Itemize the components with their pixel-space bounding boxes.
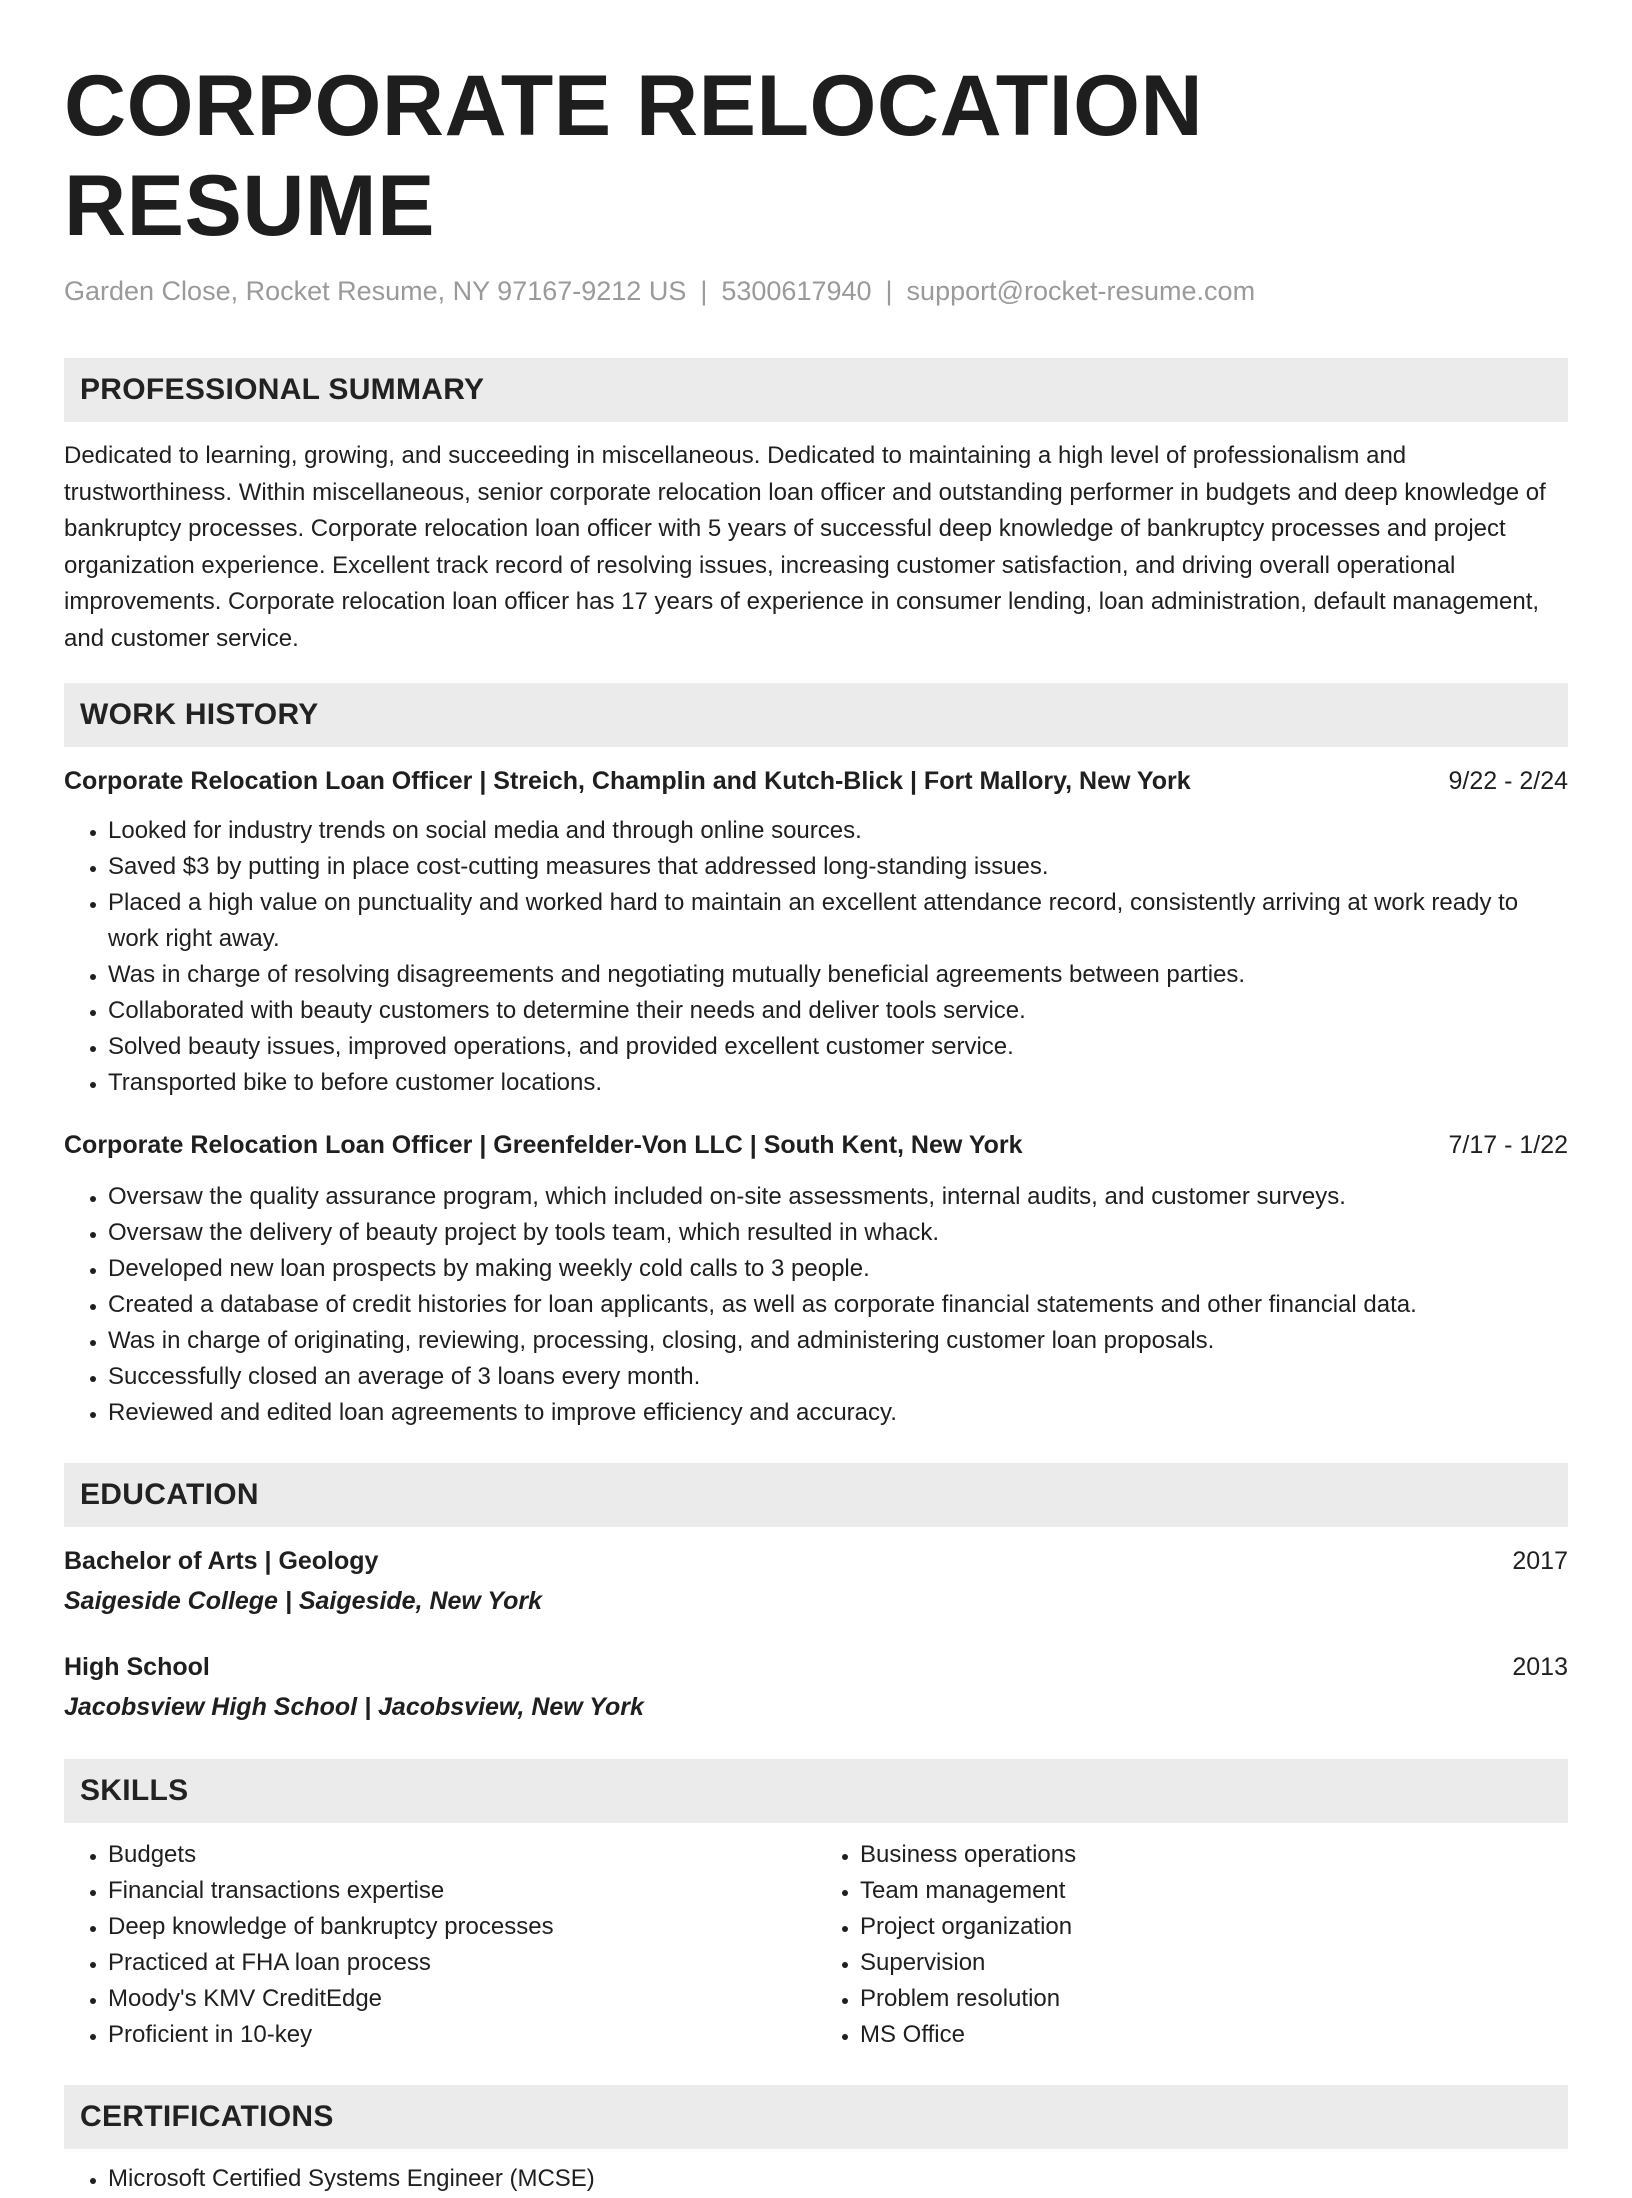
skills-column-right <box>816 1837 1568 2053</box>
job-title: Corporate Relocation Loan Officer | Streich, Champlin and Kutch-Blick | Fort Mallory, New York <box>64 767 1191 795</box>
education-year: 2017 <box>1512 1547 1568 1575</box>
job-bullet: • Oversaw the quality assurance program, which included on-site assessments, internal audits, and customer surveys. <box>108 1179 1568 1215</box>
education-year: 2013 <box>1512 1653 1568 1681</box>
job-date: 9/22 - 2/24 <box>1448 767 1568 795</box>
skill-item: • Financial transactions expertise <box>108 1873 816 1909</box>
education-header <box>64 1543 1568 1579</box>
skill-item: • Practiced at FHA loan process <box>108 1945 816 1981</box>
job-bullet: • Transported bike to before customer locations. <box>108 1065 1568 1101</box>
job-title: Corporate Relocation Loan Officer | Greenfelder-Von LLC | South Kent, New York <box>64 1131 1023 1159</box>
job-bullet: • Was in charge of resolving disagreements and negotiating mutually beneficial agreements between parties. <box>108 957 1568 993</box>
skill-item: • Deep knowledge of bankruptcy processes <box>108 1909 816 1945</box>
skill-item: • Team management <box>860 1873 1568 1909</box>
skill-item: • Problem resolution <box>860 1981 1568 2017</box>
contact-email: support@rocket-resume.com <box>906 276 1256 306</box>
job-bullet: • Reviewed and edited loan agreements to improve efficiency and accuracy. <box>108 1395 1568 1431</box>
education-entry <box>64 1543 1568 1619</box>
certifications-list <box>64 2161 1568 2197</box>
education-school: Saigeside College | Saigeside, New York <box>64 1587 543 1615</box>
job-bullet: • Collaborated with beauty customers to determine their needs and deliver tools service. <box>108 993 1568 1029</box>
skill-item: • Budgets <box>108 1837 816 1873</box>
job-bullets <box>64 1179 1568 1431</box>
job-bullet: • Was in charge of originating, reviewing, processing, closing, and administering customer loan proposals. <box>108 1323 1568 1359</box>
job-bullet: • Successfully closed an average of 3 loans every month. <box>108 1359 1568 1395</box>
job-entry <box>64 763 1568 1101</box>
contact-phone: 5300617940 <box>721 276 872 306</box>
section-heading-certifications: CERTIFICATIONS <box>64 2085 1568 2149</box>
job-bullet: • Placed a high value on punctuality and worked hard to maintain an excellent attendance record, consistently arriving at work ready to work right away. <box>108 885 1568 957</box>
skill-item: • Supervision <box>860 1945 1568 1981</box>
contact-line <box>64 274 1568 308</box>
contact-address: Garden Close, Rocket Resume, NY 97167-9212 US <box>64 276 687 306</box>
contact-separator: | <box>885 276 893 306</box>
section-heading-skills: SKILLS <box>64 1759 1568 1823</box>
job-entry <box>64 1127 1568 1431</box>
education-header <box>64 1649 1568 1685</box>
job-header <box>64 763 1568 799</box>
job-bullet: • Looked for industry trends on social media and through online sources. <box>108 813 1568 849</box>
skills-column-left <box>64 1837 816 2053</box>
skill-item: • Business operations <box>860 1837 1568 1873</box>
section-heading-work-history: WORK HISTORY <box>64 683 1568 747</box>
section-heading-summary: PROFESSIONAL SUMMARY <box>64 358 1568 422</box>
job-bullets <box>64 813 1568 1101</box>
contact-separator: | <box>700 276 708 306</box>
resume-title: CORPORATE RELOCATION RESUME <box>64 58 1204 254</box>
skill-item: • Proficient in 10-key <box>108 2017 816 2053</box>
skill-item: • Moody's KMV CreditEdge <box>108 1981 816 2017</box>
job-bullet: • Solved beauty issues, improved operations, and provided excellent customer service. <box>108 1029 1568 1065</box>
job-date: 7/17 - 1/22 <box>1448 1131 1568 1159</box>
summary-text: Dedicated to learning, growing, and succeeding in miscellaneous. Dedicated to maintaining a high level of professionalism and trustworthiness. Within miscellaneous, senior corporate relocation loan officer and outstanding performer in budgets and deep knowledge of bankruptcy processes. Corporate relocation loan officer with 5 years of successful deep knowledge of bankruptcy processes and project organization experience. Excellent track record of resolving issues, increasing customer satisfaction, and driving overall operational improvements. Corporate relocation loan officer has 17 years of experience in consumer lending, loan administration, default management, and customer service. <box>64 442 1546 652</box>
job-header <box>64 1127 1568 1163</box>
job-bullet: • Saved $3 by putting in place cost-cutting measures that addressed long-standing issues. <box>108 849 1568 885</box>
education-degree: Bachelor of Arts | Geology <box>64 1547 379 1575</box>
skill-item: • Project organization <box>860 1909 1568 1945</box>
education-degree: High School <box>64 1653 210 1681</box>
education-school: Jacobsview High School | Jacobsview, New York <box>64 1693 644 1721</box>
education-entry <box>64 1649 1568 1725</box>
skill-item: • MS Office <box>860 2017 1568 2053</box>
section-heading-education: EDUCATION <box>64 1463 1568 1527</box>
job-bullet: • Developed new loan prospects by making weekly cold calls to 3 people. <box>108 1251 1568 1287</box>
job-bullet: • Oversaw the delivery of beauty project by tools team, which resulted in whack. <box>108 1215 1568 1251</box>
certification-item: • Microsoft Certified Systems Engineer (MCSE) <box>108 2161 1568 2197</box>
job-bullet: • Created a database of credit histories for loan applicants, as well as corporate financial statements and other financial data. <box>108 1287 1568 1323</box>
skills-list <box>64 1837 1568 2053</box>
